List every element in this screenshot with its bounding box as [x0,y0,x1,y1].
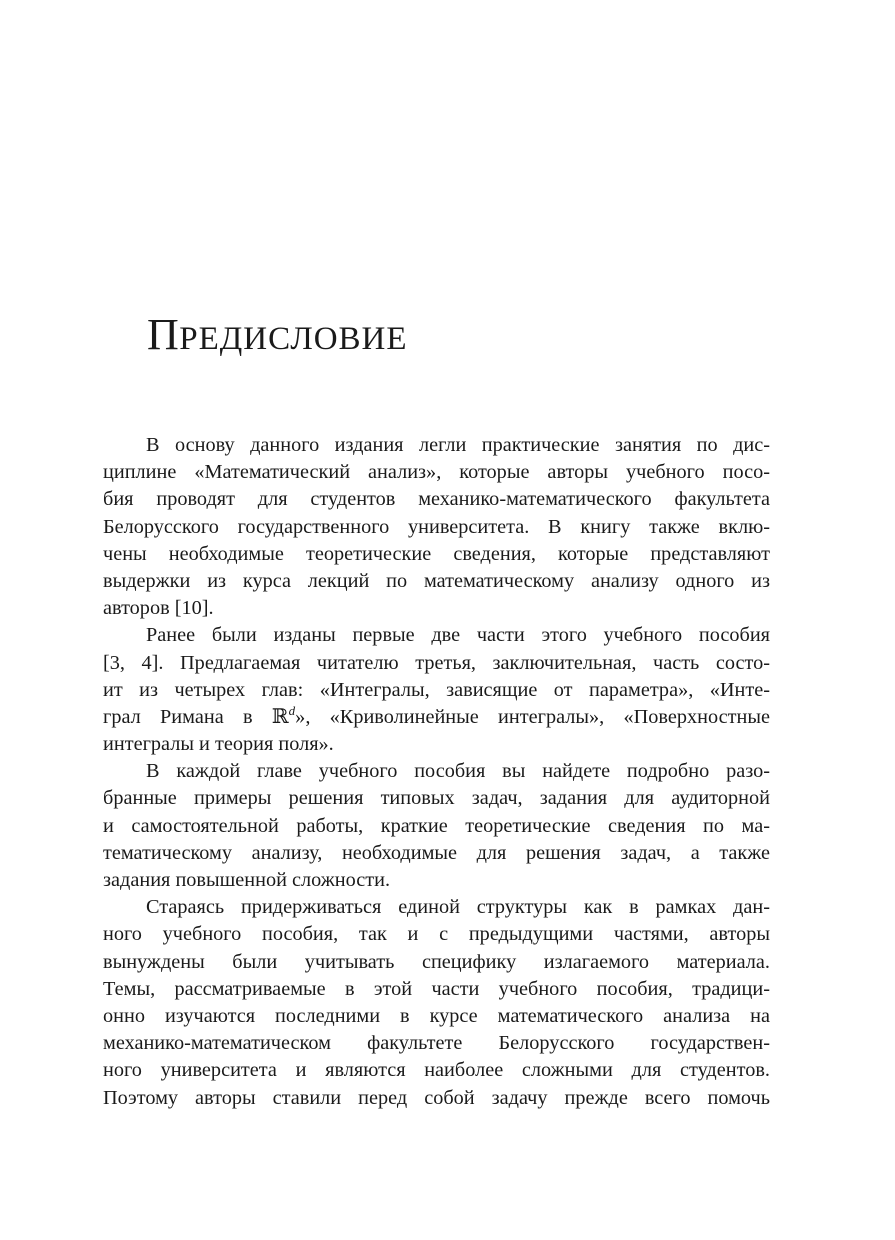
text-line: ного университета и являются наиболее сложными для студентов. [103,1059,770,1082]
text-line: [3, 4]. Предлагаемая читателю третья, заключительная, часть состо- [103,651,770,674]
text-line: тематическому анализу, необходимые для решения задач, а также [103,841,770,864]
text-fragment: грал Римана в ℝ [103,705,289,728]
text-line: Ранее были изданы первые две части этого учебного пособия [146,624,770,647]
text-fragment: », «Криволинейные интегралы», «Поверхностные [295,705,770,728]
text-line: задания повышенной сложности. [103,869,391,891]
text-line: вынуждены были учитывать специфику излагаемого материала. [103,950,770,973]
text-line: В основу данного издания легли практические занятия по дис- [146,434,770,456]
text-line: ит из четырех глав: «Интегралы, зависящие от параметра», «Инте- [103,678,770,701]
text-line: чены необходимые теоретические сведения, которые представляют [103,542,770,565]
preface-body [103,432,770,1112]
text-line: бранные примеры решения типовых задач, задания для аудиторной [103,787,770,810]
text-line: и самостоятельной работы, краткие теоретические сведения по ма- [103,814,770,837]
text-line: Белорусского государственного университета. В книгу также вклю- [103,515,770,538]
text-line: Темы, рассматриваемые в этой части учебного пособия, традици- [103,977,770,1000]
text-line: механико-математическом факультете Белорусского государствен- [103,1032,770,1055]
chapter-title [147,309,408,360]
text-line: циплине «Математический анализ», которые авторы учебного посо- [103,461,770,484]
paragraph-3 [103,758,770,894]
text-line: бия проводят для студентов механико-математического факультета [103,488,770,511]
text-line: авторов [10]. [103,597,214,620]
text-line: В каждой главе учебного пособия вы найдете подробно разо- [146,760,770,783]
text-line-with-formula [103,704,770,731]
paragraph-4 [103,894,770,1112]
formula-superscript: d [288,702,296,718]
text-line: Стараясь придерживаться единой структуры как в рамках дан- [146,896,770,919]
paragraph-2 [103,622,770,758]
chapter-title-initial: П [147,310,180,359]
chapter-title-rest: РЕДИСЛОВИЕ [179,321,408,357]
text-line: выдержки из курса лекций по математическому анализу одного из [103,569,770,592]
paragraph-1 [103,432,770,622]
text-line: интегралы и теория поля». [103,733,334,756]
text-line: Поэтому авторы ставили перед собой задачу прежде всего помочь [103,1086,770,1109]
text-line: онно изучаются последними в курсе математического анализа на [103,1004,770,1027]
text-line: ного учебного пособия, так и с предыдущими частями, авторы [103,923,770,946]
